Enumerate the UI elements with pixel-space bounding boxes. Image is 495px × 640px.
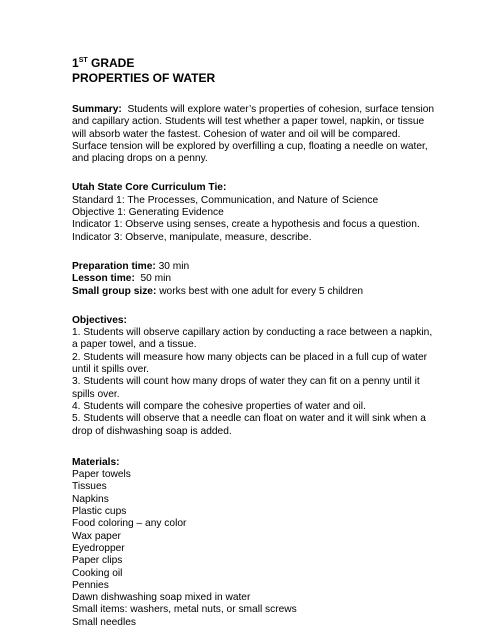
summary-line: and placing drops on a penny. [72, 153, 208, 165]
material-item: Small needles [72, 616, 136, 628]
lesson-time [72, 273, 432, 285]
material-item: Wax paper [72, 530, 121, 542]
curriculum-line: Objective 1: Generating Evidence [72, 207, 224, 219]
grade-heading [72, 56, 432, 71]
curriculum-line: Indicator 1: Observe using senses, create a hypothesis and focus a question. [72, 219, 420, 231]
objective-line: until it spills over. [72, 364, 150, 376]
objective-line: 4. Students will compare the cohesive properties of water and oil. [72, 400, 366, 412]
group-size-value: works best with one adult for every 5 children [159, 285, 364, 297]
materials-section [72, 457, 432, 629]
curriculum-line: Indicator 3: Observe, manipulate, measure, describe. [72, 231, 312, 243]
objective-line: drop of dishwashing soap is added. [72, 425, 232, 437]
group-size [72, 286, 432, 298]
curriculum-line: Standard 1: The Processes, Communication, and Nature of Science [72, 194, 379, 206]
summary-section [72, 104, 435, 165]
prep-time-value: 30 min [158, 260, 190, 272]
materials-list [72, 469, 432, 629]
document-title [72, 56, 432, 85]
material-item: Cooking oil [72, 567, 123, 579]
material-item: Napkins [72, 493, 109, 505]
materials-heading: Materials: [72, 456, 120, 468]
objective-line: 3. Students will count how many drops of water they can fit on a penny until it [72, 376, 420, 388]
grade-word: GRADE [90, 56, 135, 70]
prep-time [72, 261, 432, 273]
curriculum-section [72, 182, 432, 243]
document-body [72, 56, 435, 629]
objective-line: a paper towel, and a tissue. [72, 339, 197, 351]
grade-suffix: ST [78, 57, 88, 64]
material-item: Pennies [72, 579, 109, 591]
objectives-section [72, 315, 432, 438]
material-item: Tissues [72, 481, 107, 493]
prep-time-label: Preparation time: [72, 260, 156, 272]
material-item: Small items: washers, metal nuts, or small screws [72, 604, 297, 616]
curriculum-heading: Utah State Core Curriculum Tie: [72, 182, 227, 194]
material-item: Plastic cups [72, 506, 127, 518]
objectives-heading: Objectives: [72, 314, 127, 326]
lesson-title: PROPERTIES OF WATER [72, 70, 216, 85]
objective-line: 1. Students will observe capillary action by conducting a race between a napkin, [72, 327, 433, 339]
objective-line: 5. Students will observe that a needle can float on water and it will sink when a [72, 413, 426, 425]
material-item: Dawn dishwashing soap mixed in water [72, 592, 251, 604]
summary-line: will absorb water the fastest. Cohesion of water and oil will be compared. [72, 128, 401, 140]
lesson-time-label: Lesson time: [72, 273, 135, 285]
timing-section [72, 261, 432, 298]
group-size-label: Small group size: [72, 285, 157, 297]
objective-line: 2. Students will measure how many objects can be placed in a full cup of water [72, 351, 428, 363]
summary-text: Students will explore water’s properties of cohesion, surface tension [127, 104, 435, 115]
material-item: Paper clips [72, 555, 123, 567]
summary-line: and capillary action. Students will test whether a paper towel, napkin, or tissue [72, 116, 425, 128]
material-item: Paper towels [72, 469, 131, 481]
summary-label: Summary: [72, 104, 122, 115]
objective-line: spills over. [72, 388, 120, 400]
summary-line: Surface tension will be explored by overfilling a cup, floating a needle on water, [72, 140, 428, 152]
grade-number: 1 [72, 56, 79, 70]
material-item: Food coloring – any color [72, 518, 187, 530]
material-item: Eyedropper [72, 542, 125, 554]
lesson-time-value: 50 min [140, 273, 172, 285]
summary-line [72, 104, 435, 116]
